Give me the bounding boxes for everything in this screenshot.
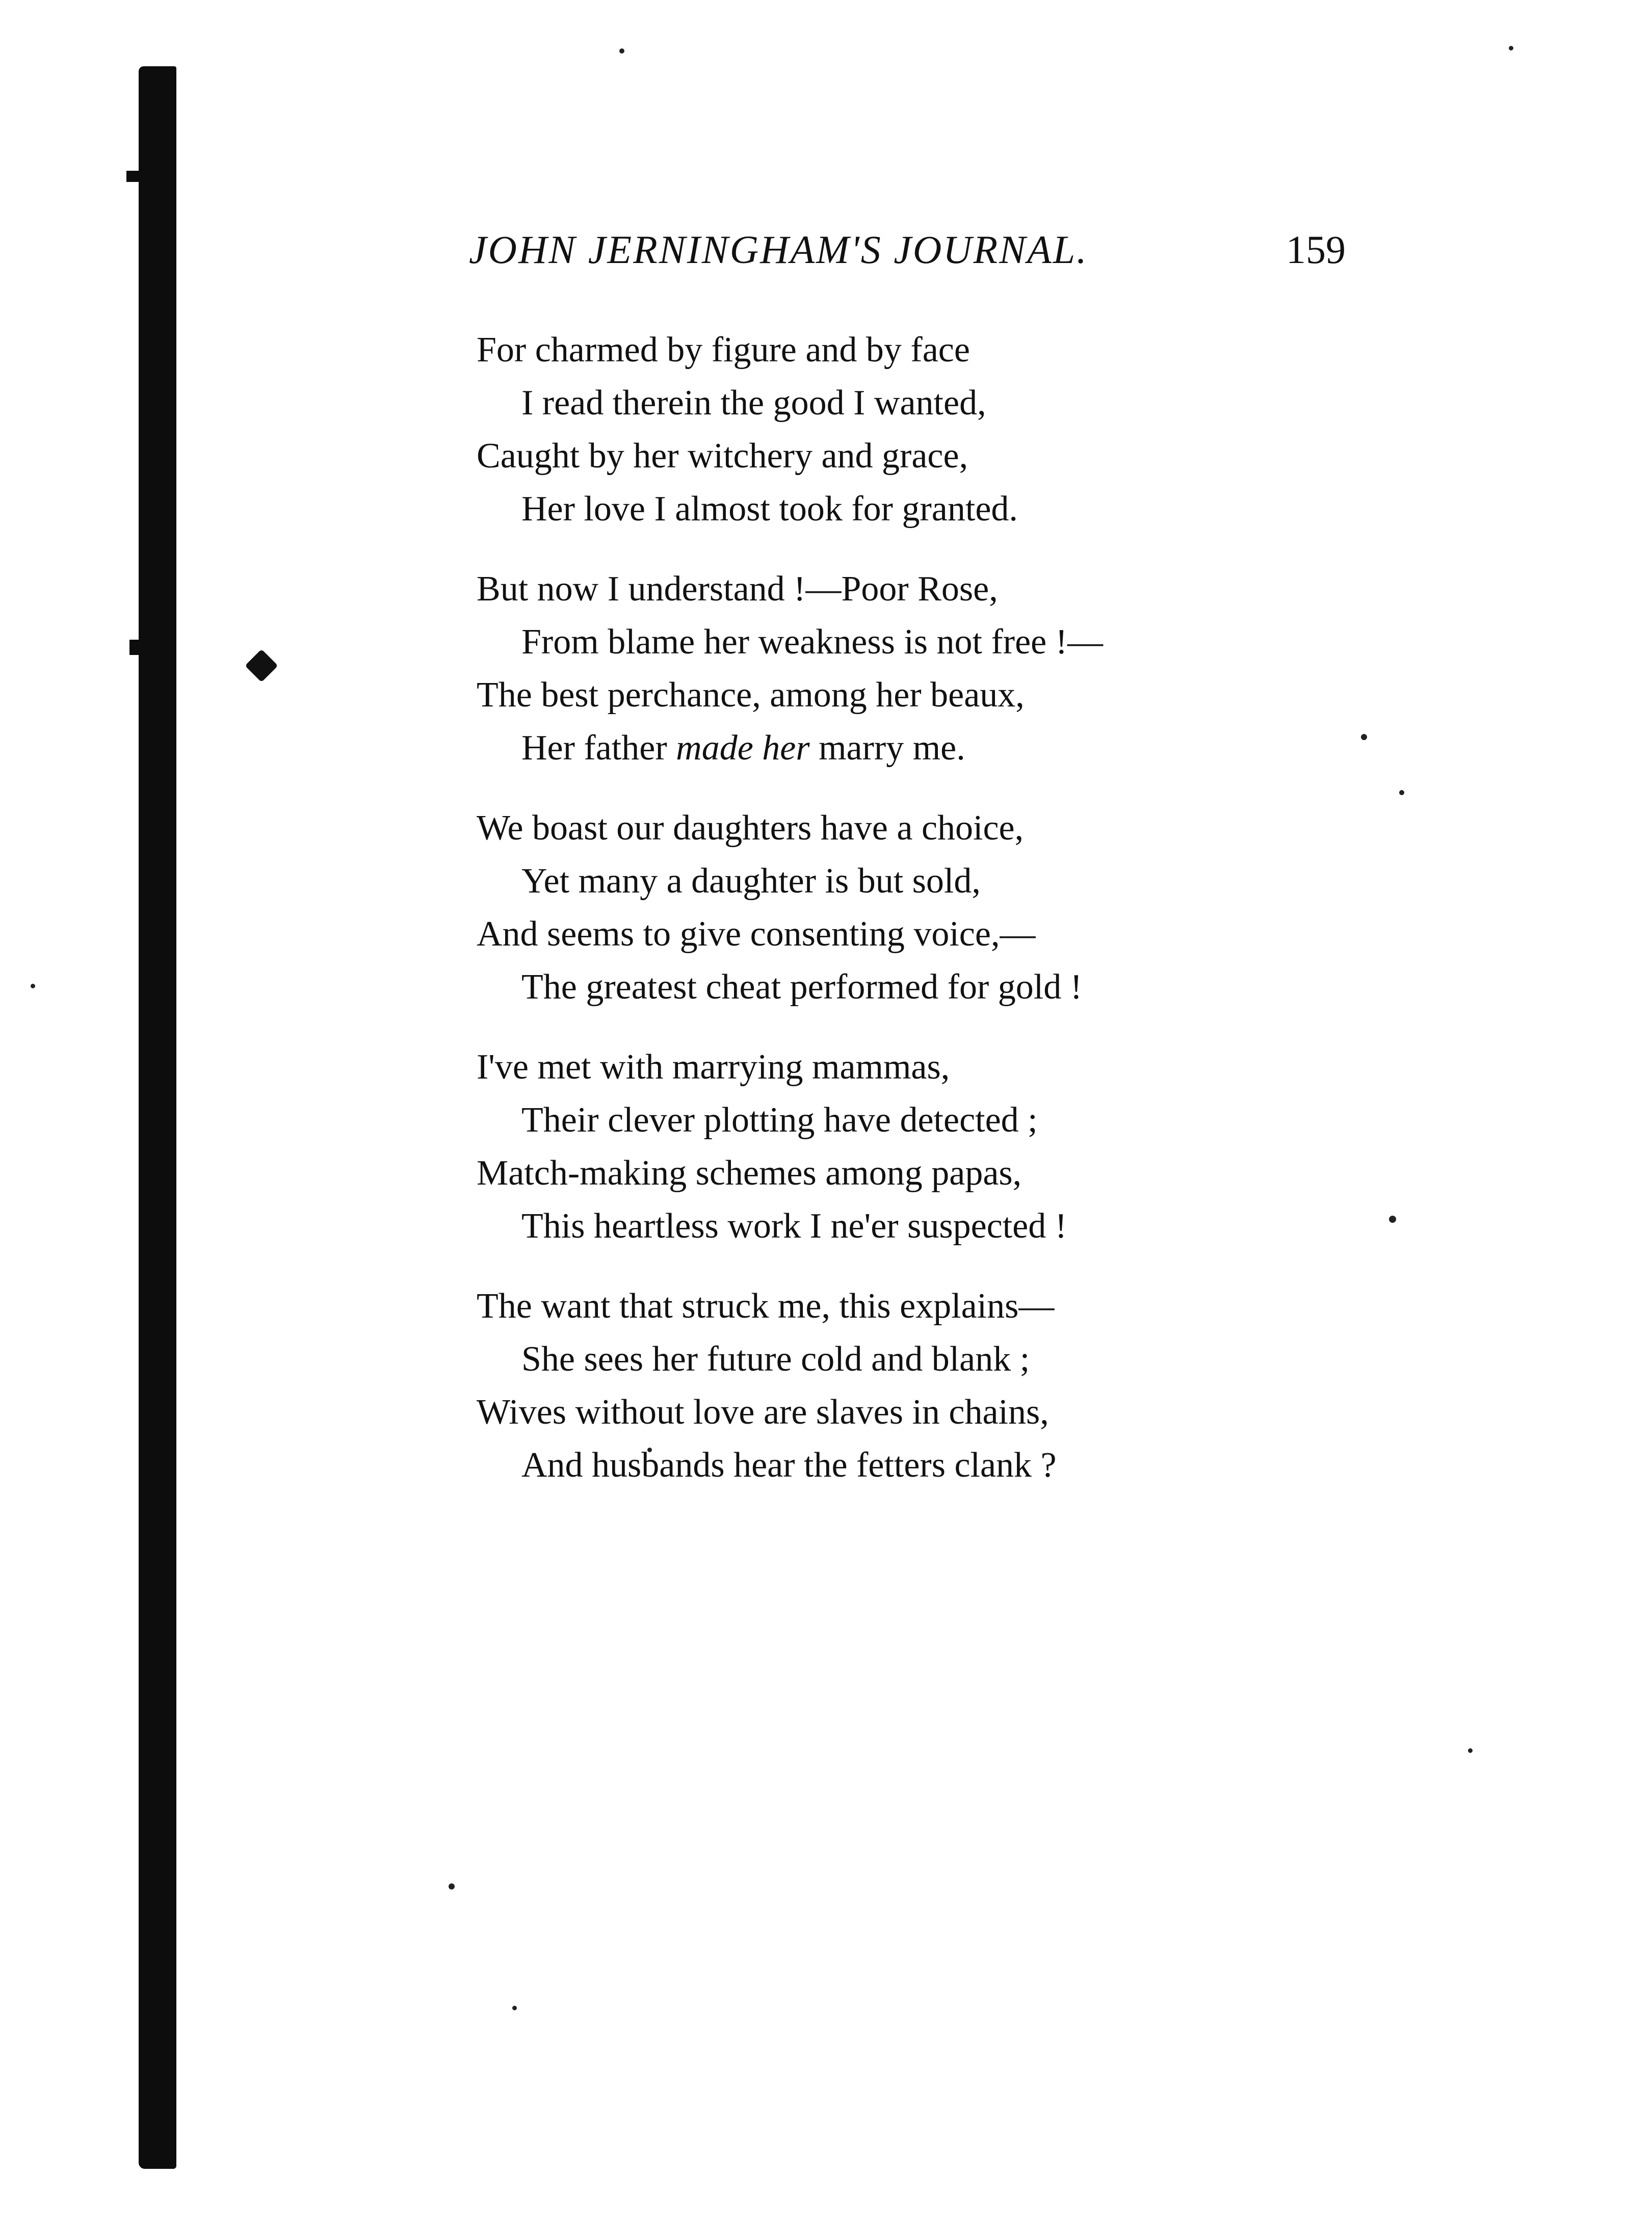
poem-line: The want that struck me, this explains—	[477, 1287, 1055, 1326]
poem-line: I've met with marrying mammas,	[477, 1047, 950, 1087]
poem-line: Match-making schemes among papas,	[477, 1153, 1022, 1193]
scan-speck	[1399, 790, 1404, 795]
poem-line: I read therein the good I wanted,	[521, 383, 986, 423]
scan-speck	[449, 1883, 455, 1890]
poem-line: This heartless work I ne'er suspected !	[521, 1206, 1067, 1246]
poem-line: And seems to give consenting voice,—	[477, 914, 1036, 954]
poem-line: The best perchance, among her beaux,	[477, 675, 1025, 715]
poem-line: Their clever plotting have detected ;	[521, 1100, 1038, 1140]
stanza-5	[477, 1280, 1241, 1492]
poem-line: Caught by her witchery and grace,	[477, 436, 968, 476]
poem	[477, 324, 1241, 1519]
stanza-4	[477, 1041, 1241, 1253]
ink-blot	[245, 649, 278, 682]
poem-line: Wives without love are slaves in chains,	[477, 1393, 1049, 1432]
scan-speck	[1361, 734, 1367, 740]
binding-shadow	[139, 66, 176, 2169]
binding-notch	[126, 171, 142, 182]
poem-line	[477, 722, 1241, 775]
poem-line: She sees her future cold and blank ;	[521, 1340, 1030, 1379]
stanza-1	[477, 324, 1241, 536]
poem-line: We boast our daughters have a choice,	[477, 808, 1024, 848]
scan-speck	[512, 2006, 517, 2010]
stanza-3	[477, 802, 1241, 1014]
poem-line: Yet many a daughter is but sold,	[521, 861, 981, 901]
emphasis-text: made her	[676, 728, 810, 768]
stanza-2	[477, 563, 1241, 775]
scan-speck	[1389, 1216, 1396, 1223]
poem-line: And husbands hear the fetters clank ?	[521, 1446, 1057, 1485]
page-number: 159	[1286, 227, 1346, 272]
poem-line: But now I understand !—Poor Rose,	[477, 569, 998, 609]
scan-speck	[1468, 1748, 1473, 1753]
page-header	[469, 227, 1346, 283]
binding-notch	[129, 640, 143, 655]
scan-speck	[619, 48, 624, 54]
line-fragment: Her father	[521, 728, 676, 768]
scan-speck	[1509, 46, 1513, 50]
scan-speck	[31, 984, 35, 988]
poem-line: From blame her weakness is not free !—	[521, 622, 1104, 662]
poem-line: The greatest cheat performed for gold !	[521, 967, 1083, 1007]
poem-line: Her love I almost took for granted.	[521, 489, 1018, 529]
poem-line: For charmed by figure and by face	[477, 330, 970, 370]
running-head: JOHN JERNINGHAM'S JOURNAL.	[469, 227, 1088, 272]
line-fragment: marry me.	[809, 728, 965, 768]
